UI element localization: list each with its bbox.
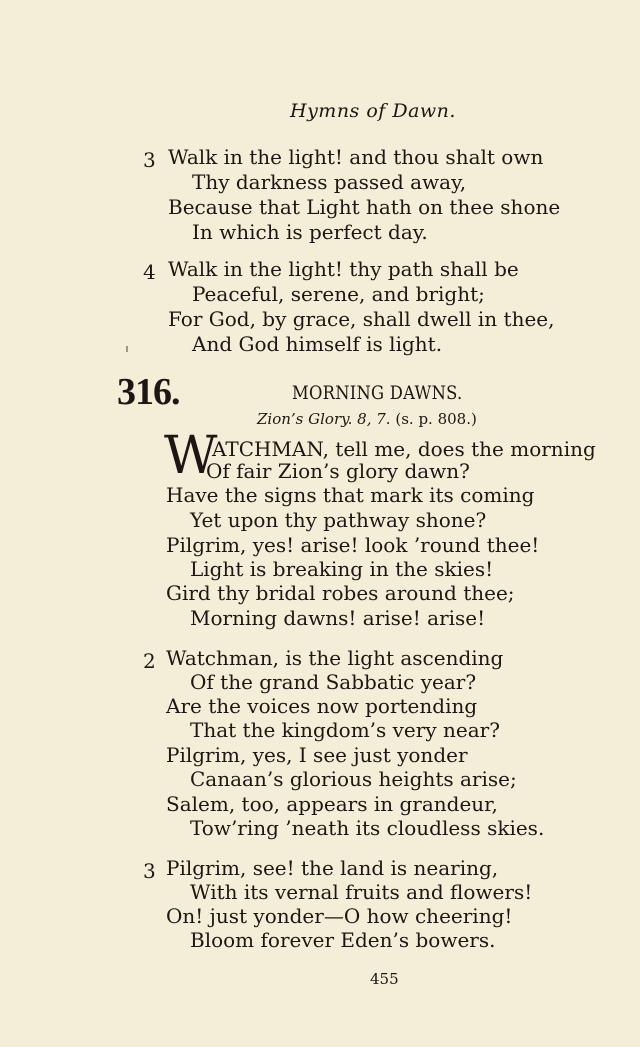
tune-line <box>257 410 477 428</box>
verse-line: Pilgrim, yes, I see just yonder <box>166 743 468 767</box>
verse-line: Because that Light hath on thee shone <box>168 195 561 219</box>
drop-cap: W <box>164 426 218 486</box>
verse-line: Thy darkness passed away, <box>192 170 467 194</box>
verse-line: Gird thy bridal robes around thee; <box>166 581 515 605</box>
first-line: ATCHMAN, tell me, does the morning <box>212 437 596 461</box>
verse-line: On! just yonder—O how cheering! <box>166 904 513 928</box>
verse-line: Of the grand Sabbatic year? <box>190 670 477 694</box>
verse-line: Watchman, is the light ascending <box>166 646 504 670</box>
verse-line: Light is breaking in the skies! <box>190 557 494 581</box>
verse-line: Of fair Zion’s glory dawn? <box>206 459 470 483</box>
verse-line: Canaan’s glorious heights arise; <box>190 767 517 791</box>
stanza-number: 4 <box>143 260 156 284</box>
tune-reference: (s. p. 808.) <box>395 410 477 428</box>
verse-line: In which is perfect day. <box>192 220 428 244</box>
verse-line: Tow’ring ’neath its cloudless skies. <box>190 816 545 840</box>
verse-line: That the kingdom’s very near? <box>190 718 500 742</box>
stanza-number: 3 <box>143 859 156 883</box>
verse-line: For God, by grace, shall dwell in thee, <box>168 307 555 331</box>
verse-line: Are the voices now portending <box>166 694 478 718</box>
verse-line: Yet upon thy pathway shone? <box>190 508 487 532</box>
verse-line: Peaceful, serene, and bright; <box>192 282 485 306</box>
running-head: Hymns of Dawn. <box>290 100 456 122</box>
page-number: 455 <box>370 970 399 988</box>
hymn-title: MORNING DAWNS. <box>292 382 463 404</box>
stanza-number: 2 <box>143 649 156 673</box>
verse-line: Walk in the light! and thou shalt own <box>168 145 544 169</box>
verse-line: Pilgrim, see! the land is nearing, <box>166 856 499 880</box>
tune-name: Zion’s Glory. <box>257 410 353 428</box>
stanza-number: 3 <box>143 148 156 172</box>
verse-line: Have the signs that mark its coming <box>166 483 535 507</box>
verse-line: And God himself is light. <box>192 332 443 356</box>
paper-speck <box>126 346 128 352</box>
verse-line: Salem, too, appears in grandeur, <box>166 792 498 816</box>
verse-line: With its vernal fruits and flowers! <box>190 880 533 904</box>
tune-meter: 8, 7. <box>357 410 391 428</box>
verse-line: Walk in the light! thy path shall be <box>168 257 519 281</box>
hymn-number: 316. <box>117 371 180 413</box>
verse-line: Bloom forever Eden’s bowers. <box>190 928 496 952</box>
verse-line: Pilgrim, yes! arise! look ’round thee! <box>166 533 540 557</box>
verse-line: Morning dawns! arise! arise! <box>190 606 486 630</box>
